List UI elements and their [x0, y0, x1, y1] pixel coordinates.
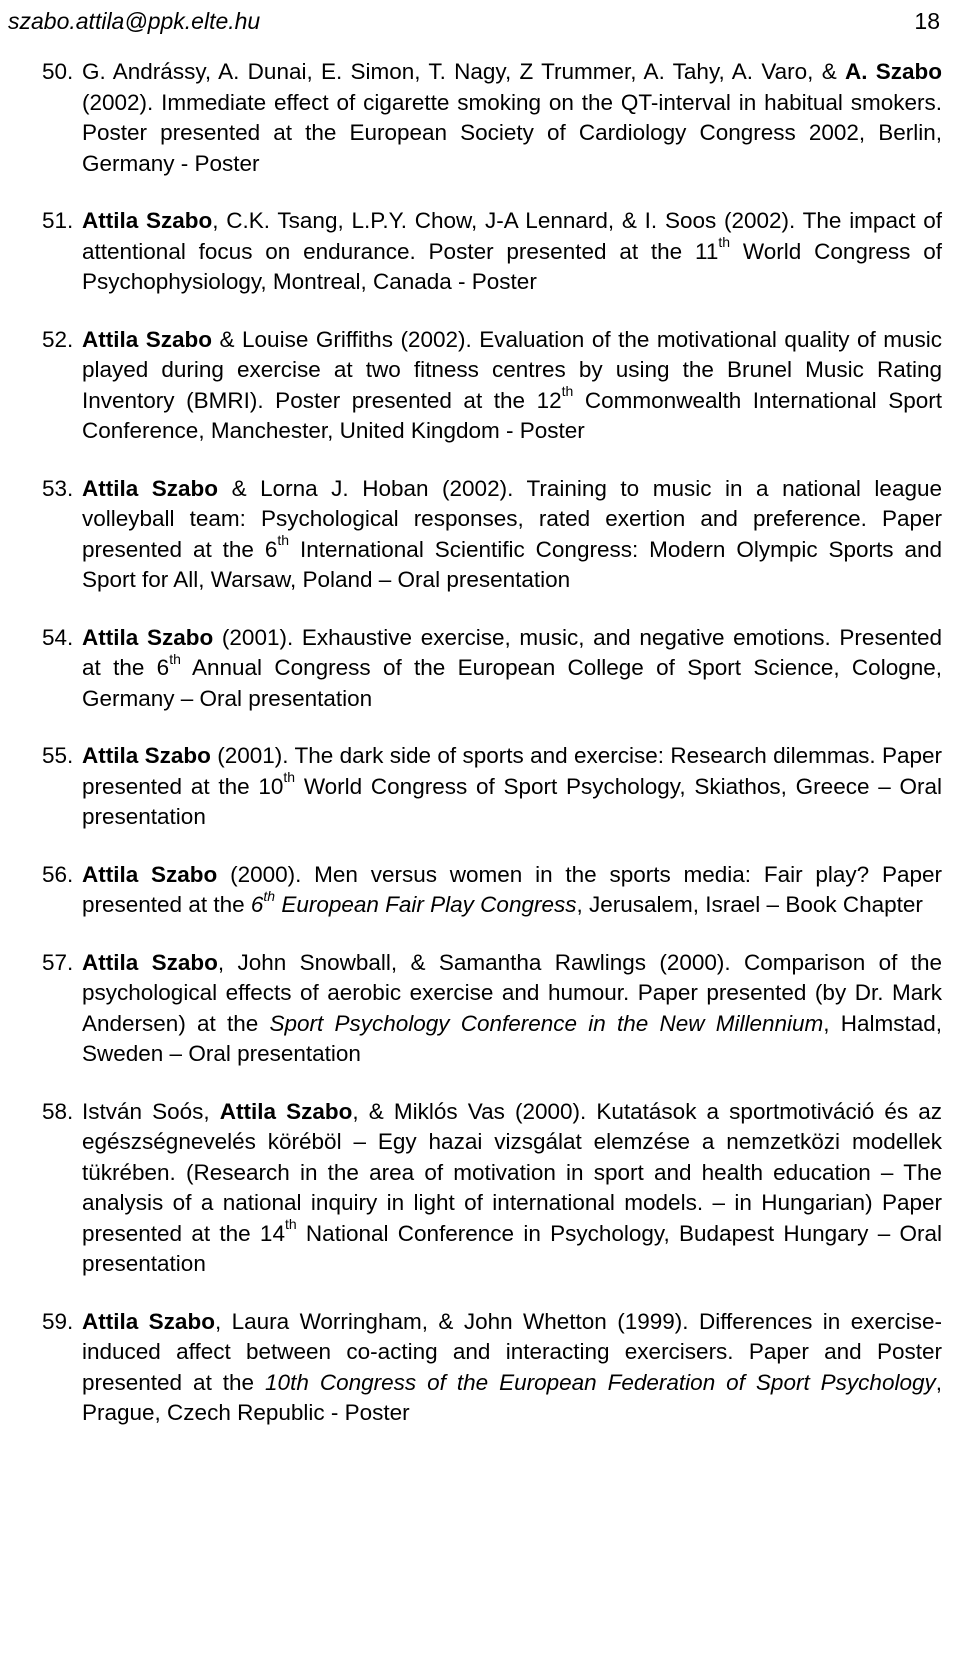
reference-item: [42, 948, 942, 1070]
reference-text: [82, 208, 942, 294]
text-segment: G. Andrássy, A. Dunai, E. Simon, T. Nagy, Z Trummer, A. Tahy, A. Varo, &: [82, 59, 845, 84]
text-segment: (2001). The dark side of sports and exercise: Research dilemmas. Paper presented at the 10: [82, 743, 942, 799]
reference-number: 57.: [42, 949, 74, 975]
author-name: Attila Szabo: [82, 475, 219, 501]
reference-item: [42, 474, 942, 596]
reference-text: [82, 743, 942, 829]
reference-number: 50.: [42, 59, 74, 84]
text-segment: World Congress of Sport Psychology, Skiathos, Greece – Oral presentation: [82, 773, 942, 829]
author-name: Attila Szabo: [82, 624, 214, 650]
author-name: Attila Szabo: [82, 1308, 215, 1334]
reference-item: [42, 1097, 942, 1280]
author-name: A. Szabo: [844, 59, 942, 84]
text-segment: , John Snowball, & Samantha Rawlings (2000). Comparison of the psychological effects of aerobic exercise and humour. Paper presented (by Dr. Mark Andersen) at the: [82, 949, 943, 1036]
ordinal-superscript: th: [718, 234, 731, 250]
text-segment: (2000). Men versus women in the sports media: Fair play? Paper presented at the: [82, 861, 942, 917]
ordinal-superscript: th: [169, 650, 181, 667]
author-name: Attila Szabo: [82, 326, 213, 352]
text-segment: István Soós,: [82, 1098, 220, 1124]
reference-number: 54.: [42, 624, 74, 650]
text-segment: , & Miklós Vas (2000). Kutatások a sportmotiváció és az egészségnevelés köréböl – Egy hazai vizsgálat elemzése a nemzetközi modellek tükrében. (Research in the area of motivation in sport and health education – The analysis of a national inquiry in light of international models. – in Hungarian) Paper presented at the 14: [82, 1098, 942, 1246]
text-segment: , Halmstad, Sweden – Oral presentation: [82, 1010, 942, 1066]
reference-item: [42, 57, 942, 179]
reference-item: [42, 741, 942, 833]
author-name: Attila Szabo: [219, 1098, 353, 1124]
reference-text: [82, 327, 942, 444]
text-segment: , Prague, Czech Republic - Poster: [82, 1369, 942, 1425]
text-segment: & Louise Griffiths (2002). Evaluation of the motivational quality of music played during exercise at two fitness centres by using the Brunel Music Rating Inventory (BMRI). Poster presented at the 12: [82, 326, 942, 413]
author-name: Attila Szabo: [82, 861, 218, 887]
ordinal-superscript: th: [284, 1216, 297, 1232]
text-segment: World Congress of Psychophysiology, Montreal, Canada - Poster: [82, 238, 942, 294]
reference-number: 51.: [42, 208, 74, 233]
reference-number: 59.: [42, 1308, 74, 1334]
reference-text: [82, 950, 942, 1067]
text-segment: , Laura Worringham, & John Whetton (1999). Differences in exercise-induced affect between co-acting and interacting exercisers. Paper and Poster presented at the: [82, 1308, 942, 1395]
text-segment: Commonwealth International Sport Conference, Manchester, United Kingdom - Poster: [82, 387, 942, 443]
ordinal-superscript: th: [277, 532, 290, 548]
text-segment: , Jerusalem, Israel – Book Chapter: [576, 892, 923, 917]
text-segment: Annual Congress of the European College of Sport Science, Cologne, Germany – Oral presentation: [82, 655, 942, 711]
reference-item: [42, 860, 942, 921]
reference-item: [42, 1307, 942, 1429]
text-segment: National Conference in Psychology, Budapest Hungary – Oral presentation: [82, 1220, 942, 1276]
conference-title: 6: [250, 892, 264, 917]
author-name: Attila Szabo: [82, 208, 213, 233]
reference-number: 52.: [42, 326, 74, 352]
reference-item: [42, 623, 942, 715]
reference-text: [82, 1099, 942, 1277]
text-segment: , C.K. Tsang, L.P.Y. Chow, J-A Lennard, & I. Soos (2002). The impact of attentional focus on endurance. Poster presented at the 11: [82, 208, 942, 264]
ordinal-superscript: th: [561, 383, 574, 399]
reference-text: [82, 476, 942, 593]
reference-list: [42, 57, 942, 1456]
text-segment: & Lorna J. Hoban (2002). Training to music in a national league volleyball team: Psychological responses, rated exertion and preference. Paper presented at the 6: [82, 475, 942, 562]
ordinal-superscript: th: [263, 887, 276, 904]
text-segment: (2001). Exhaustive exercise, music, and negative emotions. Presented at the 6: [82, 624, 942, 680]
conference-title: European Fair Play Congress: [275, 892, 577, 917]
reference-text: [82, 59, 942, 176]
reference-item: [42, 206, 942, 298]
author-name: Attila Szabo: [82, 949, 218, 975]
reference-text: [82, 625, 942, 711]
reference-text: [82, 1309, 942, 1426]
conference-title: 10th Congress of the European Federation of Sport Psychology: [265, 1369, 936, 1395]
conference-title: Sport Psychology Conference in the New Millennium: [269, 1010, 824, 1036]
reference-number: 53.: [42, 475, 74, 501]
reference-text: [82, 862, 942, 918]
text-segment: International Scientific Congress: Modern Olympic Sports and Sport for All, Warsaw, Poland – Oral presentation: [82, 536, 942, 592]
reference-item: [42, 325, 942, 447]
ordinal-superscript: th: [283, 769, 296, 785]
text-segment: (2002). Immediate effect of cigarette smoking on the QT-interval in habitual smokers. Poster presented at the European Society of Cardiology Congress 2002, Berlin, Germany - Poster: [82, 89, 942, 176]
reference-number: 55.: [42, 743, 74, 768]
reference-number: 58.: [42, 1098, 74, 1124]
page-header: [8, 4, 952, 38]
reference-number: 56.: [42, 861, 74, 887]
author-email: szabo.attila@ppk.elte.hu: [8, 7, 261, 34]
author-name: Attila Szabo: [82, 743, 211, 768]
page-number: 18: [914, 7, 940, 34]
